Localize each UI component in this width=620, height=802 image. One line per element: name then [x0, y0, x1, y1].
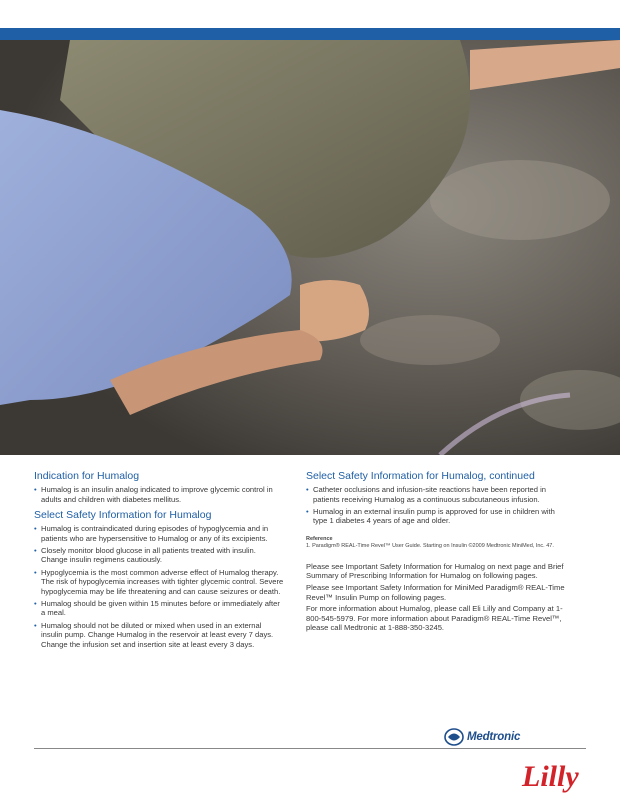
medtronic-symbol-icon [444, 728, 464, 746]
safety-list [34, 524, 284, 649]
list-item: • Humalog in an external insulin pump is approved for use in children with type 1 diabetes 4 years of age and older. [306, 507, 570, 526]
reference-heading: Reference [306, 535, 333, 542]
indication-list [34, 485, 284, 504]
sun-patch [430, 160, 610, 240]
medtronic-logo [444, 728, 520, 746]
indication-heading: Indication for Humalog [34, 470, 140, 482]
hero-photo-child-lying-on-pavement [0, 40, 620, 455]
list-item: • Closely monitor blood glucose in all patients treated with insulin. Change insulin regimens cautiously. [34, 546, 284, 565]
info-paragraph: For more information about Humalog, please call Eli Lilly and Company at 1-800-545-5979. For more information about Paradigm® REAL-Time Revel™, please call Medtronic at 1-888-350-3245. [306, 604, 563, 633]
medtronic-wordmark: Medtronic [467, 731, 521, 743]
right-column [306, 470, 570, 635]
foot [300, 280, 369, 341]
list-item: • Humalog should not be diluted or mixed when used in an external insulin pump. Change Humalog in the reservoir at least every 7 days. Change the infusion set and insertion site at least every 3 days. [34, 621, 284, 650]
list-item: • Hypoglycemia is the most common adverse effect of Humalog therapy. The risk of hypoglycemia increases with tighter glycemic control. Severe hypoglycemia may be life threatening and can cause seizures or death. [34, 568, 284, 597]
safety-heading: Select Safety Information for Humalog [34, 509, 212, 522]
list-item: • Humalog is contraindicated during episodes of hypoglycemia and in patients who are hypersensitive to Humalog or any of its excipients. [34, 524, 284, 543]
reference-text: 1. Paradigm® REAL-Time Revel™ User Guide. Starting on Insulin ©2009 Medtronic MiniMed, Inc. 47. [306, 542, 554, 549]
safety-continued-heading: Select Safety Information for Humalog, continued [306, 470, 535, 482]
top-margin [0, 0, 620, 28]
list-item: • Catheter occlusions and infusion-site reactions have been reported in patients receiving Humalog as a continuous subcutaneous infusion. [306, 485, 570, 504]
footer-divider [34, 748, 586, 749]
safety-continued-list [306, 485, 570, 526]
left-column [34, 470, 284, 652]
info-paragraph: Please see Important Safety Information for Humalog on next page and Brief Summary of Prescribing Information for Humalog on following pages. [306, 561, 564, 581]
info-paragraph: Please see Important Safety Information for MiniMed Paradigm® REAL-Time Revel™ Insulin Pump on following pages. [306, 583, 565, 602]
list-item: • Humalog is an insulin analog indicated to improve glycemic control in adults and children with diabetes mellitus. [34, 485, 284, 504]
list-item: • Humalog should be given within 15 minutes before or immediately after a meal. [34, 599, 284, 618]
lilly-logo: Lilly [522, 760, 579, 793]
header-stripe [0, 28, 620, 40]
